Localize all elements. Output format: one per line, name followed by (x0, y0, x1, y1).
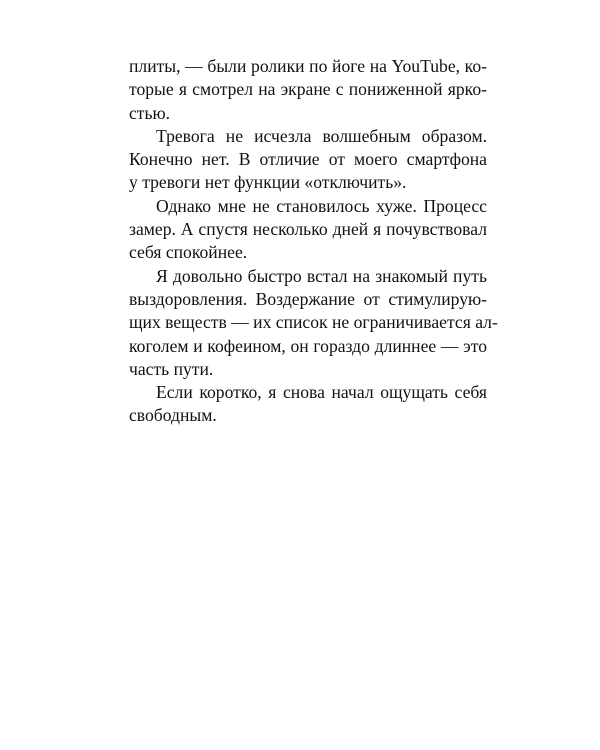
text-line: Однако мне не становилось хуже. Процесс (156, 195, 487, 216)
text-line: торые я смотрел на экране с пониженной ярко- (129, 79, 487, 100)
text-line: коголем и кофеином, он гораздо длиннее — это (129, 335, 487, 356)
text-line: стью. (129, 102, 171, 123)
text-line: выздоровления. Воздержание от стимулирую- (129, 288, 487, 309)
text-line: плиты, — были ролики по йоге на YouTube, ко- (129, 56, 487, 76)
body-text (129, 55, 498, 428)
text-line: замер. А спустя несколько дней я почувствовал (129, 219, 487, 240)
text-line: свободным. (129, 405, 217, 426)
paragraph-2 (129, 125, 487, 195)
paragraph-5 (129, 381, 487, 428)
text-line: Тревога не исчезла волшебным образом. (156, 125, 487, 146)
text-line: часть пути. (129, 358, 214, 379)
text-line: Если коротко, я снова начал ощущать себя (156, 382, 487, 403)
text-line: щих веществ — их список не ограничивается ал- (129, 312, 498, 333)
paragraph-4 (129, 265, 498, 381)
text-line: Я довольно быстро встал на знакомый путь (156, 265, 487, 286)
paragraph-3 (129, 195, 487, 265)
text-line: себя спокойнее. (129, 242, 248, 263)
text-line: Конечно нет. В отличие от моего смартфона (129, 149, 487, 170)
paragraph-1 (129, 55, 487, 125)
text-line: у тревоги нет функции «отключить». (129, 172, 407, 193)
